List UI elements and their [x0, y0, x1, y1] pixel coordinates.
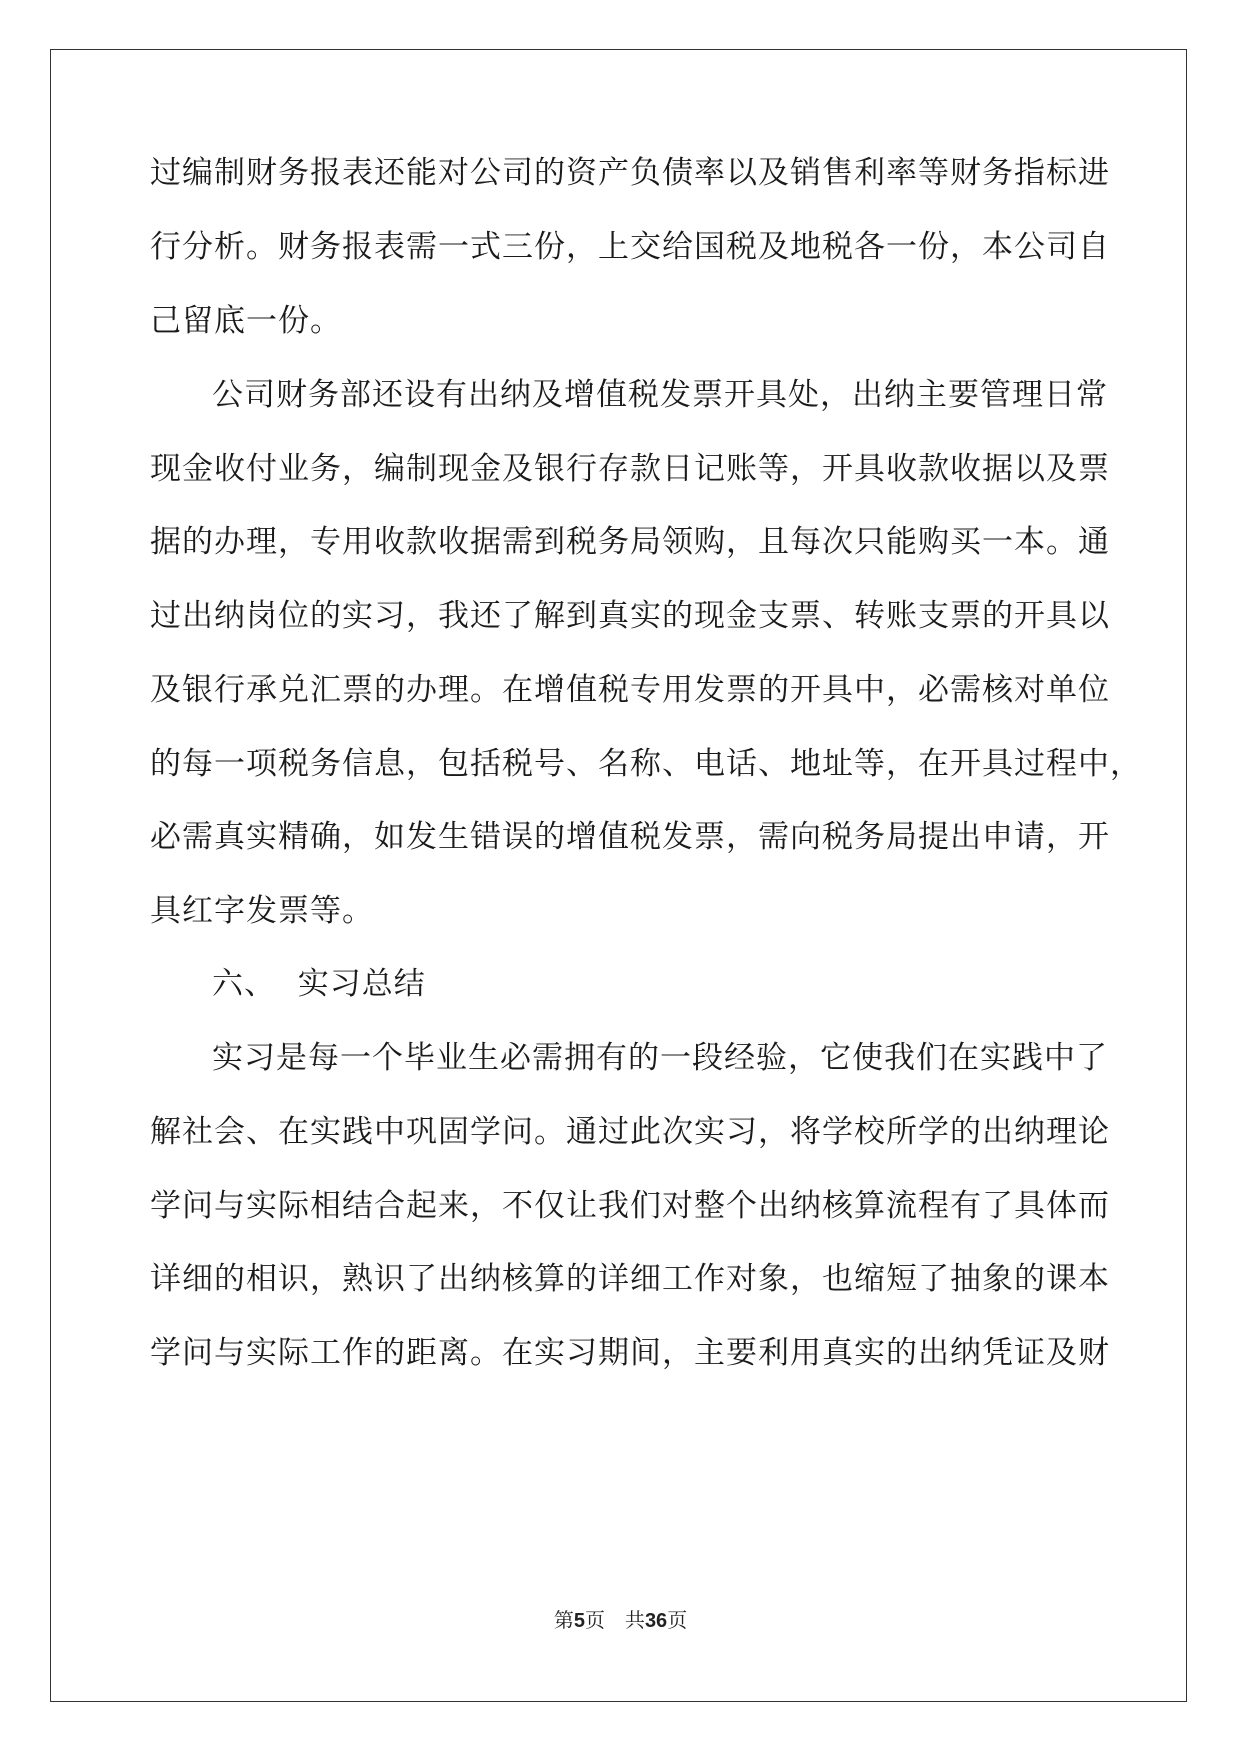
body-line: 必需真实精确，如发生错误的增值税发票，需向税务局提出申请，开	[150, 819, 1110, 855]
body-line: 现金收付业务，编制现金及银行存款日记账等，开具收款收据以及票	[150, 451, 1110, 487]
body-line: 学问与实际工作的距离。在实习期间，主要利用真实的出纳凭证及财	[150, 1335, 1110, 1371]
body-line: 过出纳岗位的实习，我还了解到真实的现金支票、转账支票的开具以	[150, 598, 1110, 634]
body-line: 实习是每一个毕业生必需拥有的一段经验，它使我们在实践中了	[212, 1040, 1108, 1076]
body-line: 解社会、在实践中巩固学问。通过此次实习，将学校所学的出纳理论	[150, 1114, 1110, 1150]
body-line: 据的办理，专用收款收据需到税务局领购，且每次只能购买一本。通	[150, 524, 1110, 560]
footer-middle: 页 共	[584, 1608, 645, 1632]
body-line: 学问与实际相结合起来，不仅让我们对整个出纳核算流程有了具体而	[150, 1188, 1110, 1224]
page-border	[50, 49, 1187, 1702]
section-heading: 六、 实习总结	[212, 966, 426, 1002]
body-line: 的每一项税务信息，包括税号、名称、电话、地址等，在开具过程中，	[150, 746, 1142, 782]
total-page-count: 36	[644, 1610, 668, 1632]
page-footer	[0, 1608, 1241, 1633]
footer-suffix: 页	[667, 1608, 688, 1632]
footer-prefix: 第	[553, 1608, 574, 1632]
current-page-number: 5	[573, 1610, 585, 1632]
body-line: 具红字发票等。	[150, 893, 374, 929]
body-line: 己留底一份。	[150, 303, 342, 339]
body-line: 过编制财务报表还能对公司的资产负债率以及销售利率等财务指标进	[150, 155, 1110, 191]
body-line: 详细的相识，熟识了出纳核算的详细工作对象，也缩短了抽象的课本	[150, 1261, 1110, 1297]
body-line: 公司财务部还设有出纳及增值税发票开具处，出纳主要管理日常	[212, 377, 1108, 413]
body-line: 行分析。财务报表需一式三份，上交给国税及地税各一份，本公司自	[150, 229, 1110, 265]
body-line: 及银行承兑汇票的办理。在增值税专用发票的开具中，必需核对单位	[150, 672, 1110, 708]
